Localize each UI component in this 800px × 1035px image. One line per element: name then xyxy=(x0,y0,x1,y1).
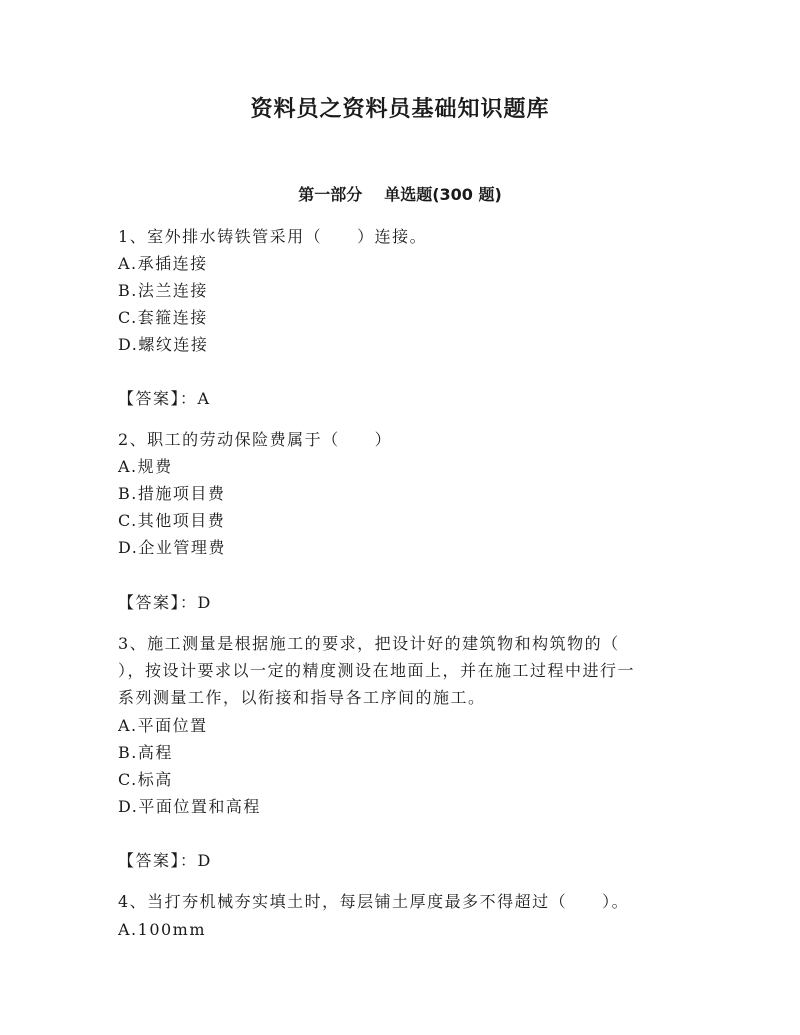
question-2-option-a: A.规费 xyxy=(118,457,173,476)
question-1-option-a: A.承插连接 xyxy=(118,254,208,273)
question-2-option-b: B.措施项目费 xyxy=(118,484,226,503)
question-2-answer: 【答案】：D xyxy=(118,593,212,612)
question-1-option-c: C.套箍连接 xyxy=(118,308,208,327)
question-2-option-d: D.企业管理费 xyxy=(118,538,226,557)
question-3-option-b: B.高程 xyxy=(118,743,173,762)
question-4-option-a: A.100mm xyxy=(118,920,207,939)
question-3-option-a: A.平面位置 xyxy=(118,716,208,735)
question-3-stem-line-1: 3、施工测量是根据施工的要求，把设计好的建筑物和构筑物的（ xyxy=(118,634,620,653)
question-3-option-c: C.标高 xyxy=(118,770,173,789)
question-3-answer: 【答案】：D xyxy=(118,851,212,870)
question-1-option-b: B.法兰连接 xyxy=(118,281,208,300)
question-1-stem: 1、室外排水铸铁管采用（ ）连接。 xyxy=(118,227,428,246)
question-2-stem: 2、职工的劳动保险费属于（ ） xyxy=(118,430,393,449)
question-4-stem: 4、当打夯机械夯实填土时，每层铺土厚度最多不得超过（ ）。 xyxy=(118,892,630,911)
section-name: 单选题(300 题) xyxy=(384,185,502,204)
section-part: 第一部分 xyxy=(298,185,363,204)
question-3-stem-line-3: 系列测量工作，以衔接和指导各工序间的施工。 xyxy=(118,688,486,707)
question-2-option-c: C.其他项目费 xyxy=(118,511,226,530)
question-3-stem-line-2: ），按设计要求以一定的精度测设在地面上，并在施工过程中进行一 xyxy=(118,661,636,680)
question-1-answer: 【答案】：A xyxy=(118,389,211,408)
document-title: 资料员之资料员基础知识题库 xyxy=(250,96,550,122)
question-1-option-d: D.螺纹连接 xyxy=(118,335,209,354)
question-3-option-d: D.平面位置和高程 xyxy=(118,797,261,816)
section-heading xyxy=(0,182,800,208)
